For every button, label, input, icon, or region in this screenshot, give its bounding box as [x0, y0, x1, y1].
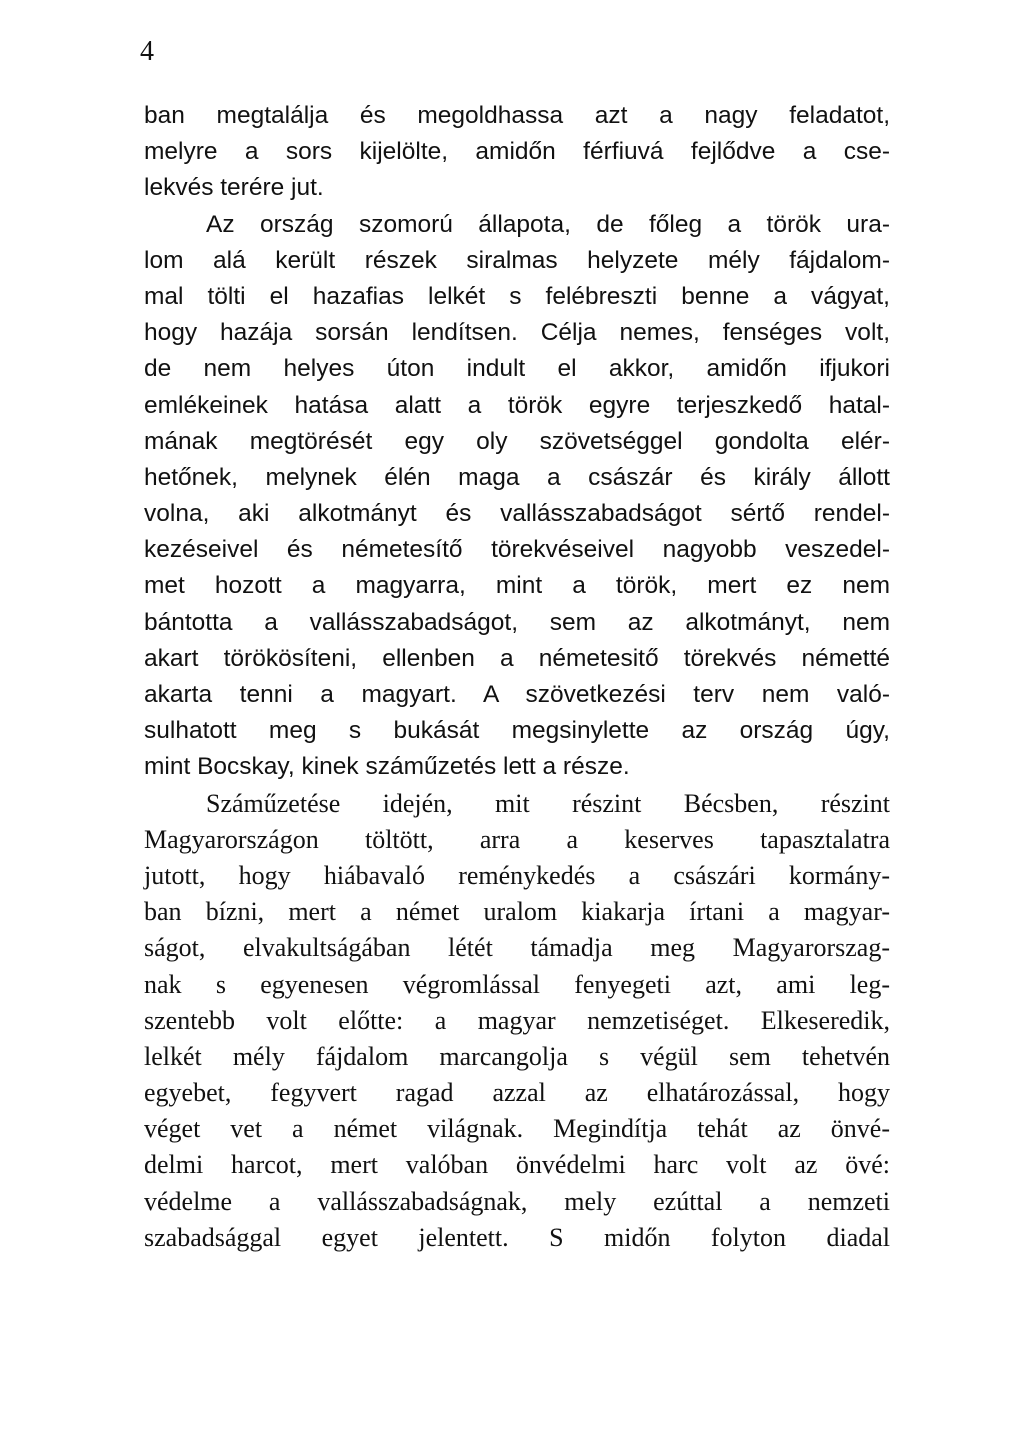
text-line: véget vet a német világnak. Megindítja tehát az önvé-	[144, 1114, 890, 1144]
text-line: ban megtalálja és megoldhassa azt a nagy feladatot,	[144, 102, 890, 129]
text-line: kezéseivel és németesítő törekvéseivel nagyobb veszedel-	[144, 536, 890, 564]
text-line: lelkét mély fájdalom marcangolja s végül sem tehetvén	[144, 1041, 890, 1071]
text-line: mal tölti el hazafias lelkét s felébreszti benne a vágyat,	[144, 282, 890, 310]
text-line: Magyarországon töltött, arra a keserves tapasztalatra	[144, 824, 890, 854]
text-line: Száműzetése idején, mit részint Bécsben, részint	[206, 788, 890, 818]
text-line: akart törökösíteni, ellenben a németesitő törekvés németté	[144, 644, 890, 672]
text-line: met hozott a magyarra, mint a török, mert ez nem	[144, 572, 890, 600]
text-line: ságot, elvakultságában létét támadja meg Magyarorszag-	[144, 933, 890, 963]
text-line: bántotta a vallásszabadságot, sem az alkotmányt, nem	[144, 608, 890, 636]
text-line: lom alá került részek siralmas helyzete mély fájdalom-	[144, 246, 890, 274]
text-line: egyebet, fegyvert ragad azzal az elhatározással, hogy	[144, 1078, 890, 1108]
text-line: nak s egyenesen végromlással fenyegeti azt, ami leg-	[144, 969, 890, 999]
text-line: hetőnek, melynek élén maga a császár és király állott	[144, 463, 890, 491]
text-line: sulhatott meg s bukását megsinylette az ország úgy,	[144, 717, 890, 745]
text-line: de nem helyes úton indult el akkor, amidőn ifjukori	[144, 355, 890, 383]
text-line: hogy hazája sorsán lendítsen. Célja nemes, fenséges volt,	[144, 319, 890, 347]
text-line: delmi harcot, mert valóban önvédelmi harc volt az övé:	[144, 1150, 890, 1180]
text-line: szabadsággal egyet jelentett. S midőn folyton diadal	[144, 1222, 890, 1252]
page-number: 4	[140, 36, 154, 67]
text-line: jutott, hogy hiábavaló reménykedés a császári kormány-	[144, 860, 890, 890]
body-text	[144, 98, 890, 1256]
text-line: ban bízni, mert a német uralom kiakarja írtani a magyar-	[144, 897, 890, 927]
text-line: lekvés terére jut.	[144, 174, 324, 202]
text-line: védelme a vallásszabadságnak, mely ezúttal a nemzeti	[144, 1186, 890, 1216]
text-line: melyre a sors kijelölte, amidőn férfiuvá fejlődve a cse-	[144, 138, 890, 166]
text-line: szentebb volt előtte: a magyar nemzetiséget. Elkeseredik,	[144, 1005, 890, 1035]
text-line: emlékeinek hatása alatt a török egyre terjeszkedő hatal-	[144, 391, 890, 419]
text-line: mint Bocskay, kinek száműzetés lett a része.	[144, 753, 630, 781]
text-line: mának megtörését egy oly szövetséggel gondolta elér-	[144, 427, 890, 455]
text-line: volna, aki alkotmányt és vallásszabadságot sértő rendel-	[144, 500, 890, 528]
text-line: akarta tenni a magyart. A szövetkezési terv nem való-	[144, 681, 890, 708]
text-line: Az ország szomorú állapota, de főleg a török ura-	[206, 210, 890, 238]
